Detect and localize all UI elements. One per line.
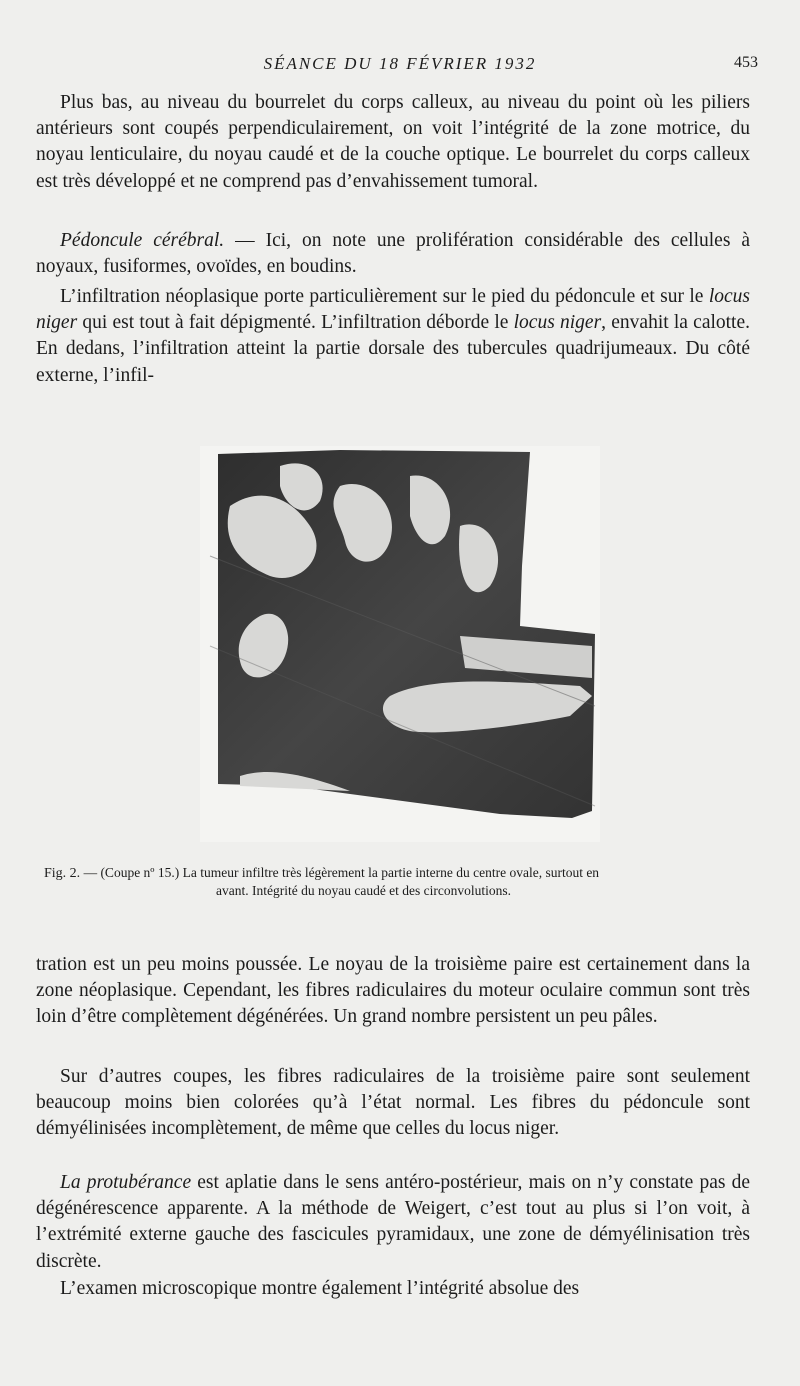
caption-line-2: avant. Intégrité du noyau caudé et des circonvolutions. (216, 883, 512, 898)
page-number: 453 (734, 54, 758, 71)
paragraph-7-text: L’examen microscopique montre également l’intégrité absolue des (60, 1278, 580, 1299)
histology-figure (200, 446, 600, 842)
paragraph-2 (36, 228, 750, 280)
paragraph-5 (36, 1064, 750, 1143)
paragraph-5-text: Sur d’autres coupes, les fibres radiculaires de la troisième paire sont seulement beaucoup moins bien colorées qu’à l’état normal. Les fibres du pédoncule sont démyélinisées incomplètement, de même que celles du locus niger. (36, 1066, 750, 1140)
paragraph-3-part-b: qui est tout à fait dépigmenté. L’infiltration déborde le (77, 312, 514, 334)
paragraph-3-part-c: , envahit la calotte. En dedans, l’infiltration atteint la partie dorsale des tubercules quadrijumeaux. Du côté externe, l’infil- (36, 312, 751, 386)
section-photograph (200, 446, 600, 842)
paragraph-1 (36, 90, 750, 195)
paragraph-6-text: est aplatie dans le sens antéro-postérieur, mais on n’y constate pas de dégénérescence apparente. A la méthode de Weigert, c’est tout au plus si l’on voit, à l’extrémité externe gauche des fascicules pyramidaux, une zone de démyélinisation très discrète. (36, 1172, 751, 1272)
page-header (0, 52, 800, 76)
pedoncule-heading: Pédoncule cérébral. (60, 230, 225, 251)
paragraph-6 (36, 1170, 750, 1275)
paragraph-7 (36, 1276, 750, 1302)
running-title: SÉANCE DU 18 FÉVRIER 1932 (263, 54, 537, 73)
paragraph-3-part-a: L’infiltration néoplasique porte particulièrement sur le pied du pédoncule et sur le (60, 286, 709, 307)
figure-caption (44, 864, 760, 899)
paragraph-1-text: Plus bas, au niveau du bourrelet du corps calleux, au niveau du point où les piliers antérieurs sont coupés perpendiculairement, on voit l’intégrité de la zone motrice, du noyau lenticulaire, du noyau caudé et de la couche optique. Le bourrelet du corps calleux est très développé et ne comprend pas d’envahissement tumoral. (36, 92, 750, 192)
paragraph-2-text: — Ici, on note une prolifération considérable des cellules à noyaux, fusiformes, ovoïdes, en boudins. (36, 230, 751, 278)
paragraph-4-text: tration est un peu moins poussée. Le noyau de la troisième paire est certainement dans la zone néoplasique. Cependant, les fibres radiculaires du moteur oculaire commun sont très loin d’être complètement dégénérées. Un grand nombre persistent un peu pâles. (36, 954, 750, 1028)
locus-niger-term: locus niger (36, 286, 750, 334)
figure-label: Fig. 2. (44, 866, 81, 881)
protuberance-term: La protubérance (60, 1172, 192, 1193)
paragraph-4 (36, 952, 750, 1031)
caption-line-1: — (Coupe nº 15.) La tumeur infiltre très légèrement la partie interne du centre ovale, surtout en (83, 865, 600, 880)
locus-niger-term-2: locus niger (513, 312, 602, 334)
paragraph-3 (36, 284, 750, 389)
